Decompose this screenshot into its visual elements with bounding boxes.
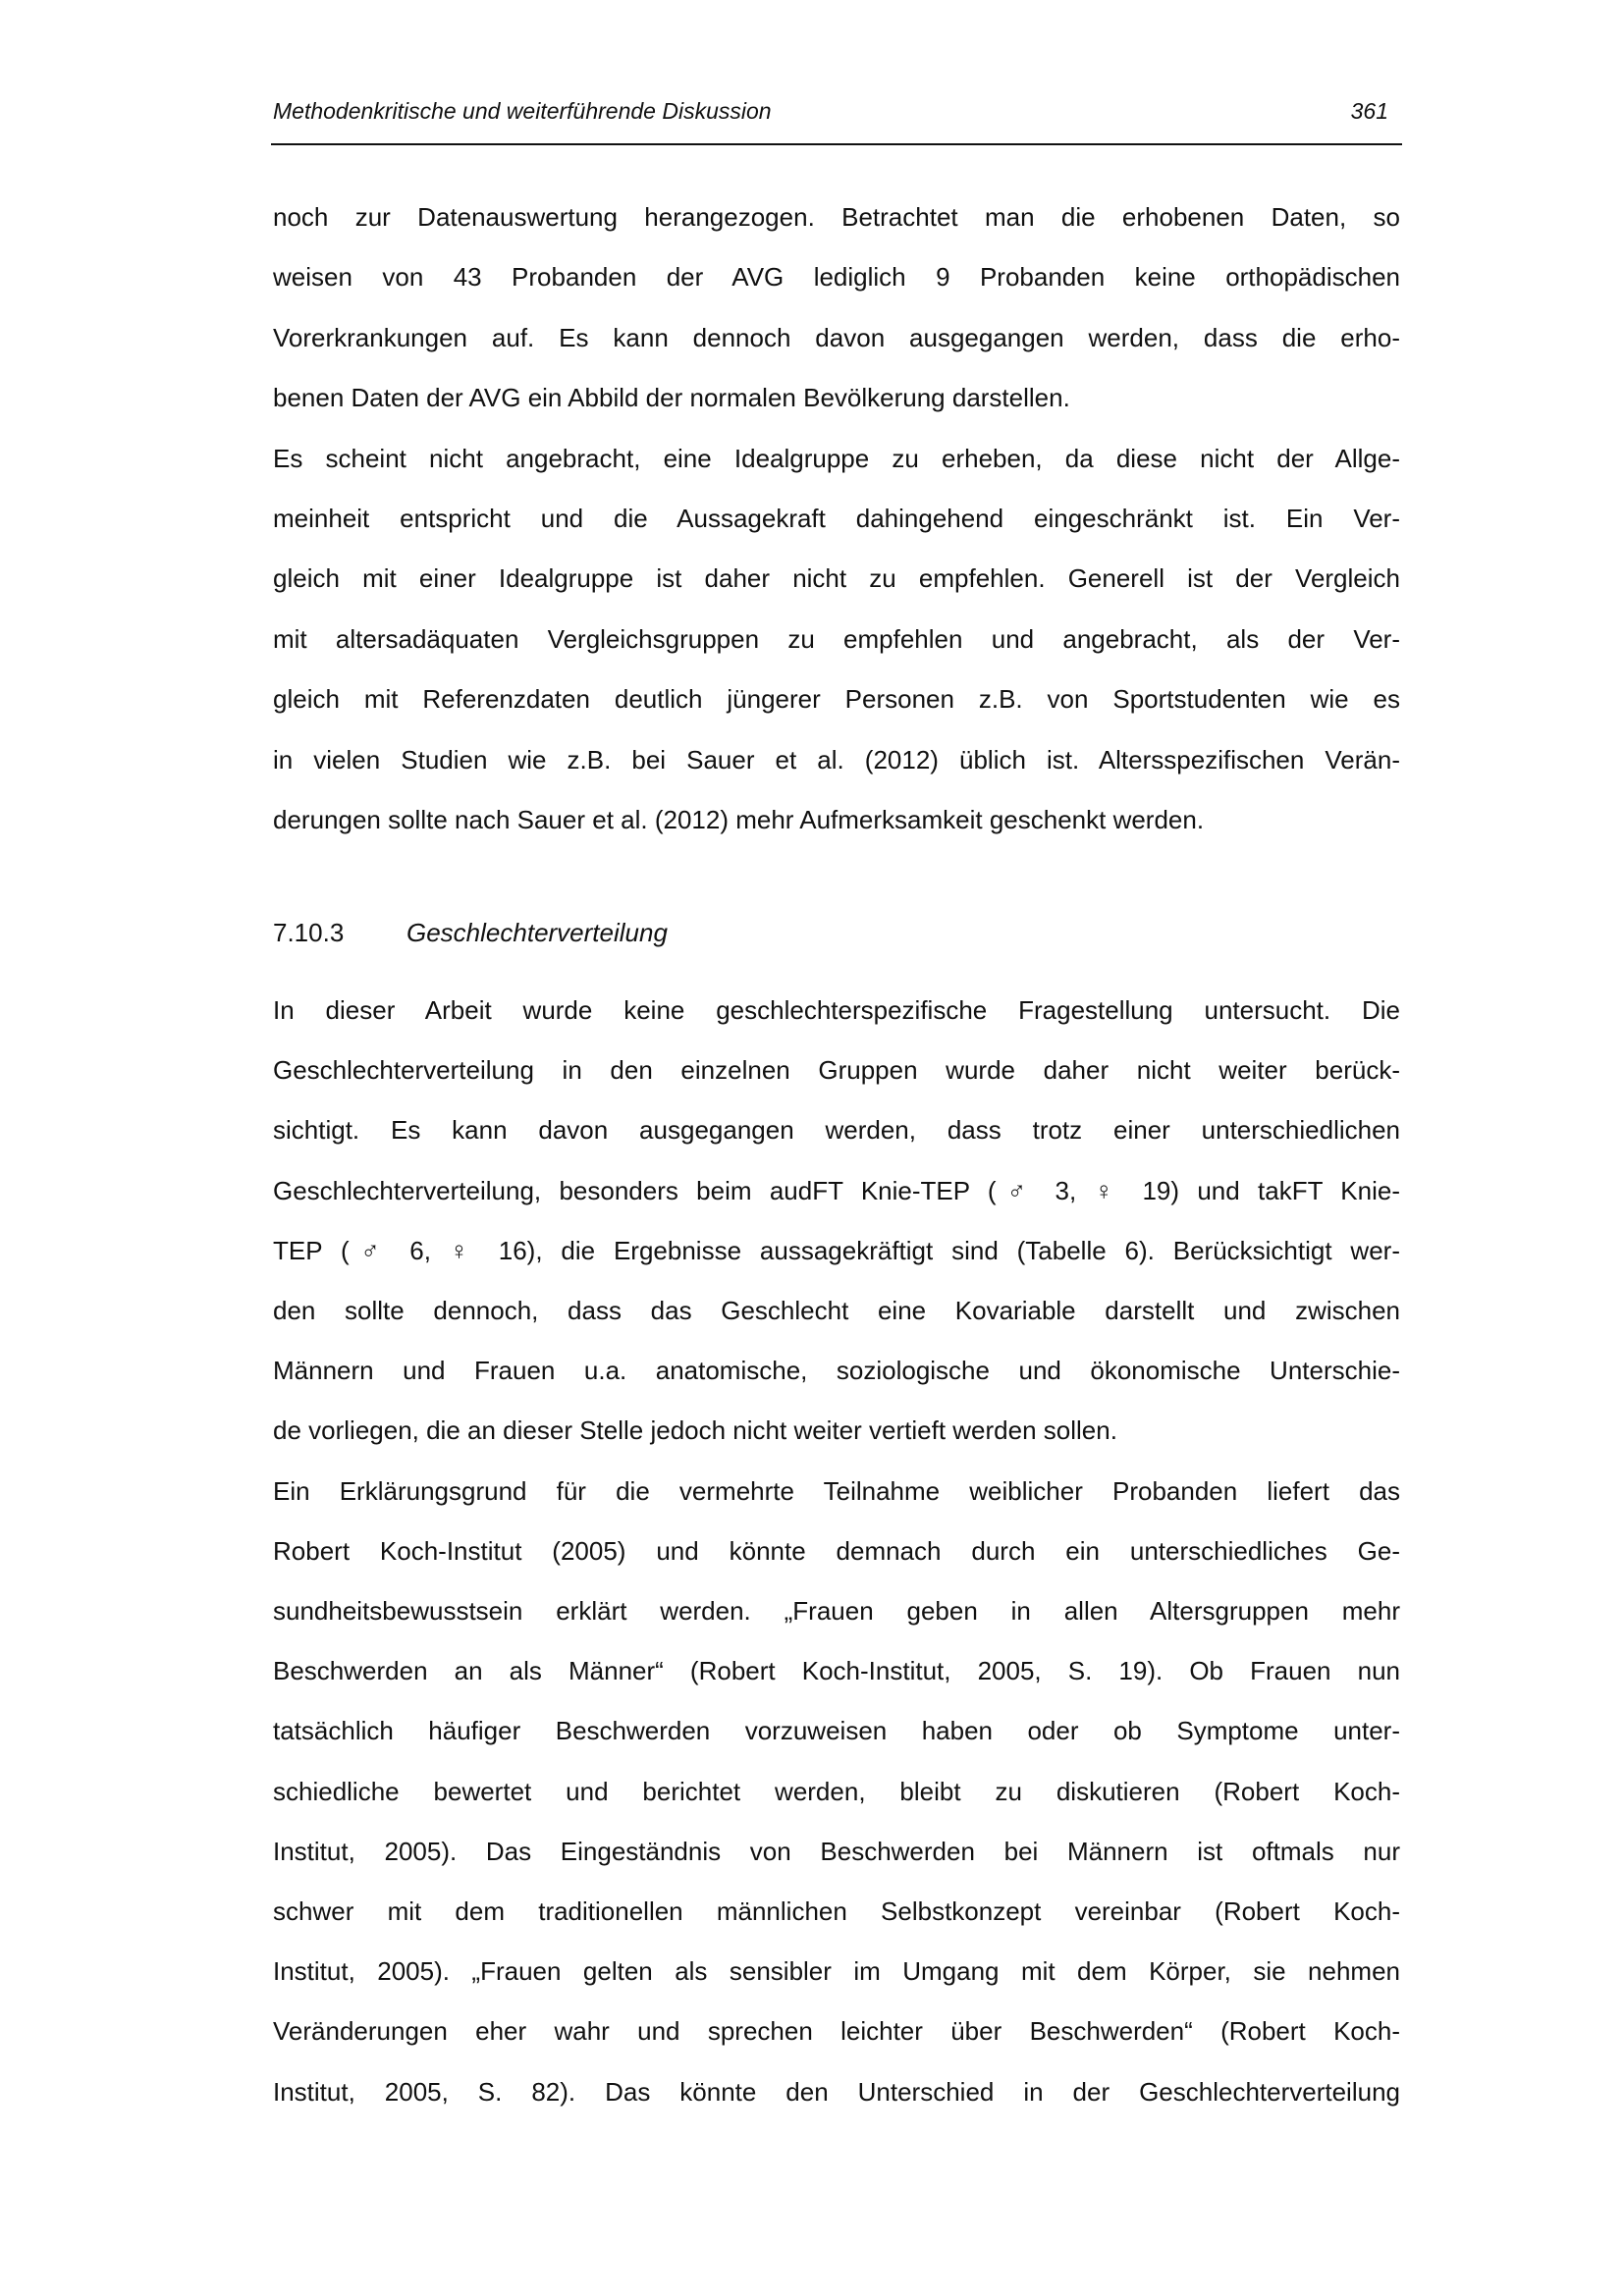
header-rule [271,143,1402,145]
text-line: Vorerkrankungen auf. Es kann dennoch davon ausgegangen werden, dass die erho- [273,322,1400,352]
text-line: sundheitsbewusstsein erklärt werden. „Frauen geben in allen Altersgruppen mehr [273,1596,1400,1626]
text-line: Robert Koch-Institut (2005) und könnte demnach durch ein unterschiedliches Ge- [273,1535,1400,1566]
running-header [273,98,1400,128]
text-line: Geschlechterverteilung in den einzelnen Gruppen wurde daher nicht weiter berück- [273,1055,1400,1086]
section-heading [273,916,668,949]
text-line: Veränderungen eher wahr und sprechen leichter über Beschwerden“ (Robert Koch- [273,2016,1400,2047]
text-line: tatsächlich häufiger Beschwerden vorzuweisen haben oder ob Symptome unter- [273,1716,1400,1746]
text-line: noch zur Datenauswertung herangezogen. Betrachtet man die erhobenen Daten, so [273,202,1400,232]
text-line: Beschwerden an als Männer“ (Robert Koch-Institut, 2005, S. 19). Ob Frauen nun [273,1656,1400,1686]
text-line: Institut, 2005). „Frauen gelten als sensibler im Umgang mit dem Körper, sie nehmen [273,1956,1400,1987]
text-line: gleich mit Referenzdaten deutlich jüngerer Personen z.B. von Sportstudenten wie es [273,684,1400,715]
text-line: sichtigt. Es kann davon ausgegangen werden, dass trotz einer unterschiedlichen [273,1115,1400,1146]
text-line: TEP (♂ 6, ♀ 16), die Ergebnisse aussagekräftigt sind (Tabelle 6). Berücksichtigt wer- [273,1235,1400,1265]
text-line: schwer mit dem traditionellen männlichen Selbstkonzept vereinbar (Robert Koch- [273,1896,1400,1926]
text-line: benen Daten der AVG ein Abbild der normalen Bevölkerung darstellen. [273,383,1070,413]
page-number: 361 [1350,98,1388,124]
text-line: de vorliegen, die an dieser Stelle jedoch nicht weiter vertieft werden sollen. [273,1415,1117,1446]
section-number: 7.10.3 [273,918,345,947]
text-line: gleich mit einer Idealgruppe ist daher nicht zu empfehlen. Generell ist der Vergleich [273,563,1400,594]
text-line: Institut, 2005). Das Eingeständnis von Beschwerden bei Männern ist oftmals nur [273,1836,1400,1866]
text-line: In dieser Arbeit wurde keine geschlechterspezifische Fragestellung untersucht. Die [273,995,1400,1025]
text-line: Ein Erklärungsgrund für die vermehrte Teilnahme weiblicher Probanden liefert das [273,1475,1400,1506]
text-line: meinheit entspricht und die Aussagekraft dahingehend eingeschränkt ist. Ein Ver- [273,504,1400,533]
text-line: schiedliche bewertet und berichtet werden, bleibt zu diskutieren (Robert Koch- [273,1776,1400,1806]
text-line: Geschlechterverteilung, besonders beim audFT Knie-TEP (♂ 3, ♀ 19) und takFT Knie- [273,1175,1400,1205]
text-line: weisen von 43 Probanden der AVG lediglich 9 Probanden keine orthopädischen [273,262,1400,293]
text-line: derungen sollte nach Sauer et al. (2012) mehr Aufmerksamkeit geschenkt werden. [273,805,1205,834]
text-line: Institut, 2005, S. 82). Das könnte den Unterschied in der Geschlechterverteilung [273,2076,1400,2107]
text-line: den sollte dennoch, dass das Geschlecht eine Kovariable darstellt und zwischen [273,1296,1400,1325]
text-line: mit altersadäquaten Vergleichsgruppen zu empfehlen und angebracht, als der Ver- [273,623,1400,654]
text-line: Es scheint nicht angebracht, eine Idealgruppe zu erheben, da diese nicht der Allge- [273,443,1400,473]
header-title: Methodenkritische und weiterführende Diskussion [273,98,772,124]
text-line: in vielen Studien wie z.B. bei Sauer et al. (2012) üblich ist. Altersspezifischen Verän- [273,744,1400,774]
section-title: Geschlechterverteilung [406,918,668,947]
text-line: Männern und Frauen u.a. anatomische, soziologische und ökonomische Unterschie- [273,1356,1400,1386]
